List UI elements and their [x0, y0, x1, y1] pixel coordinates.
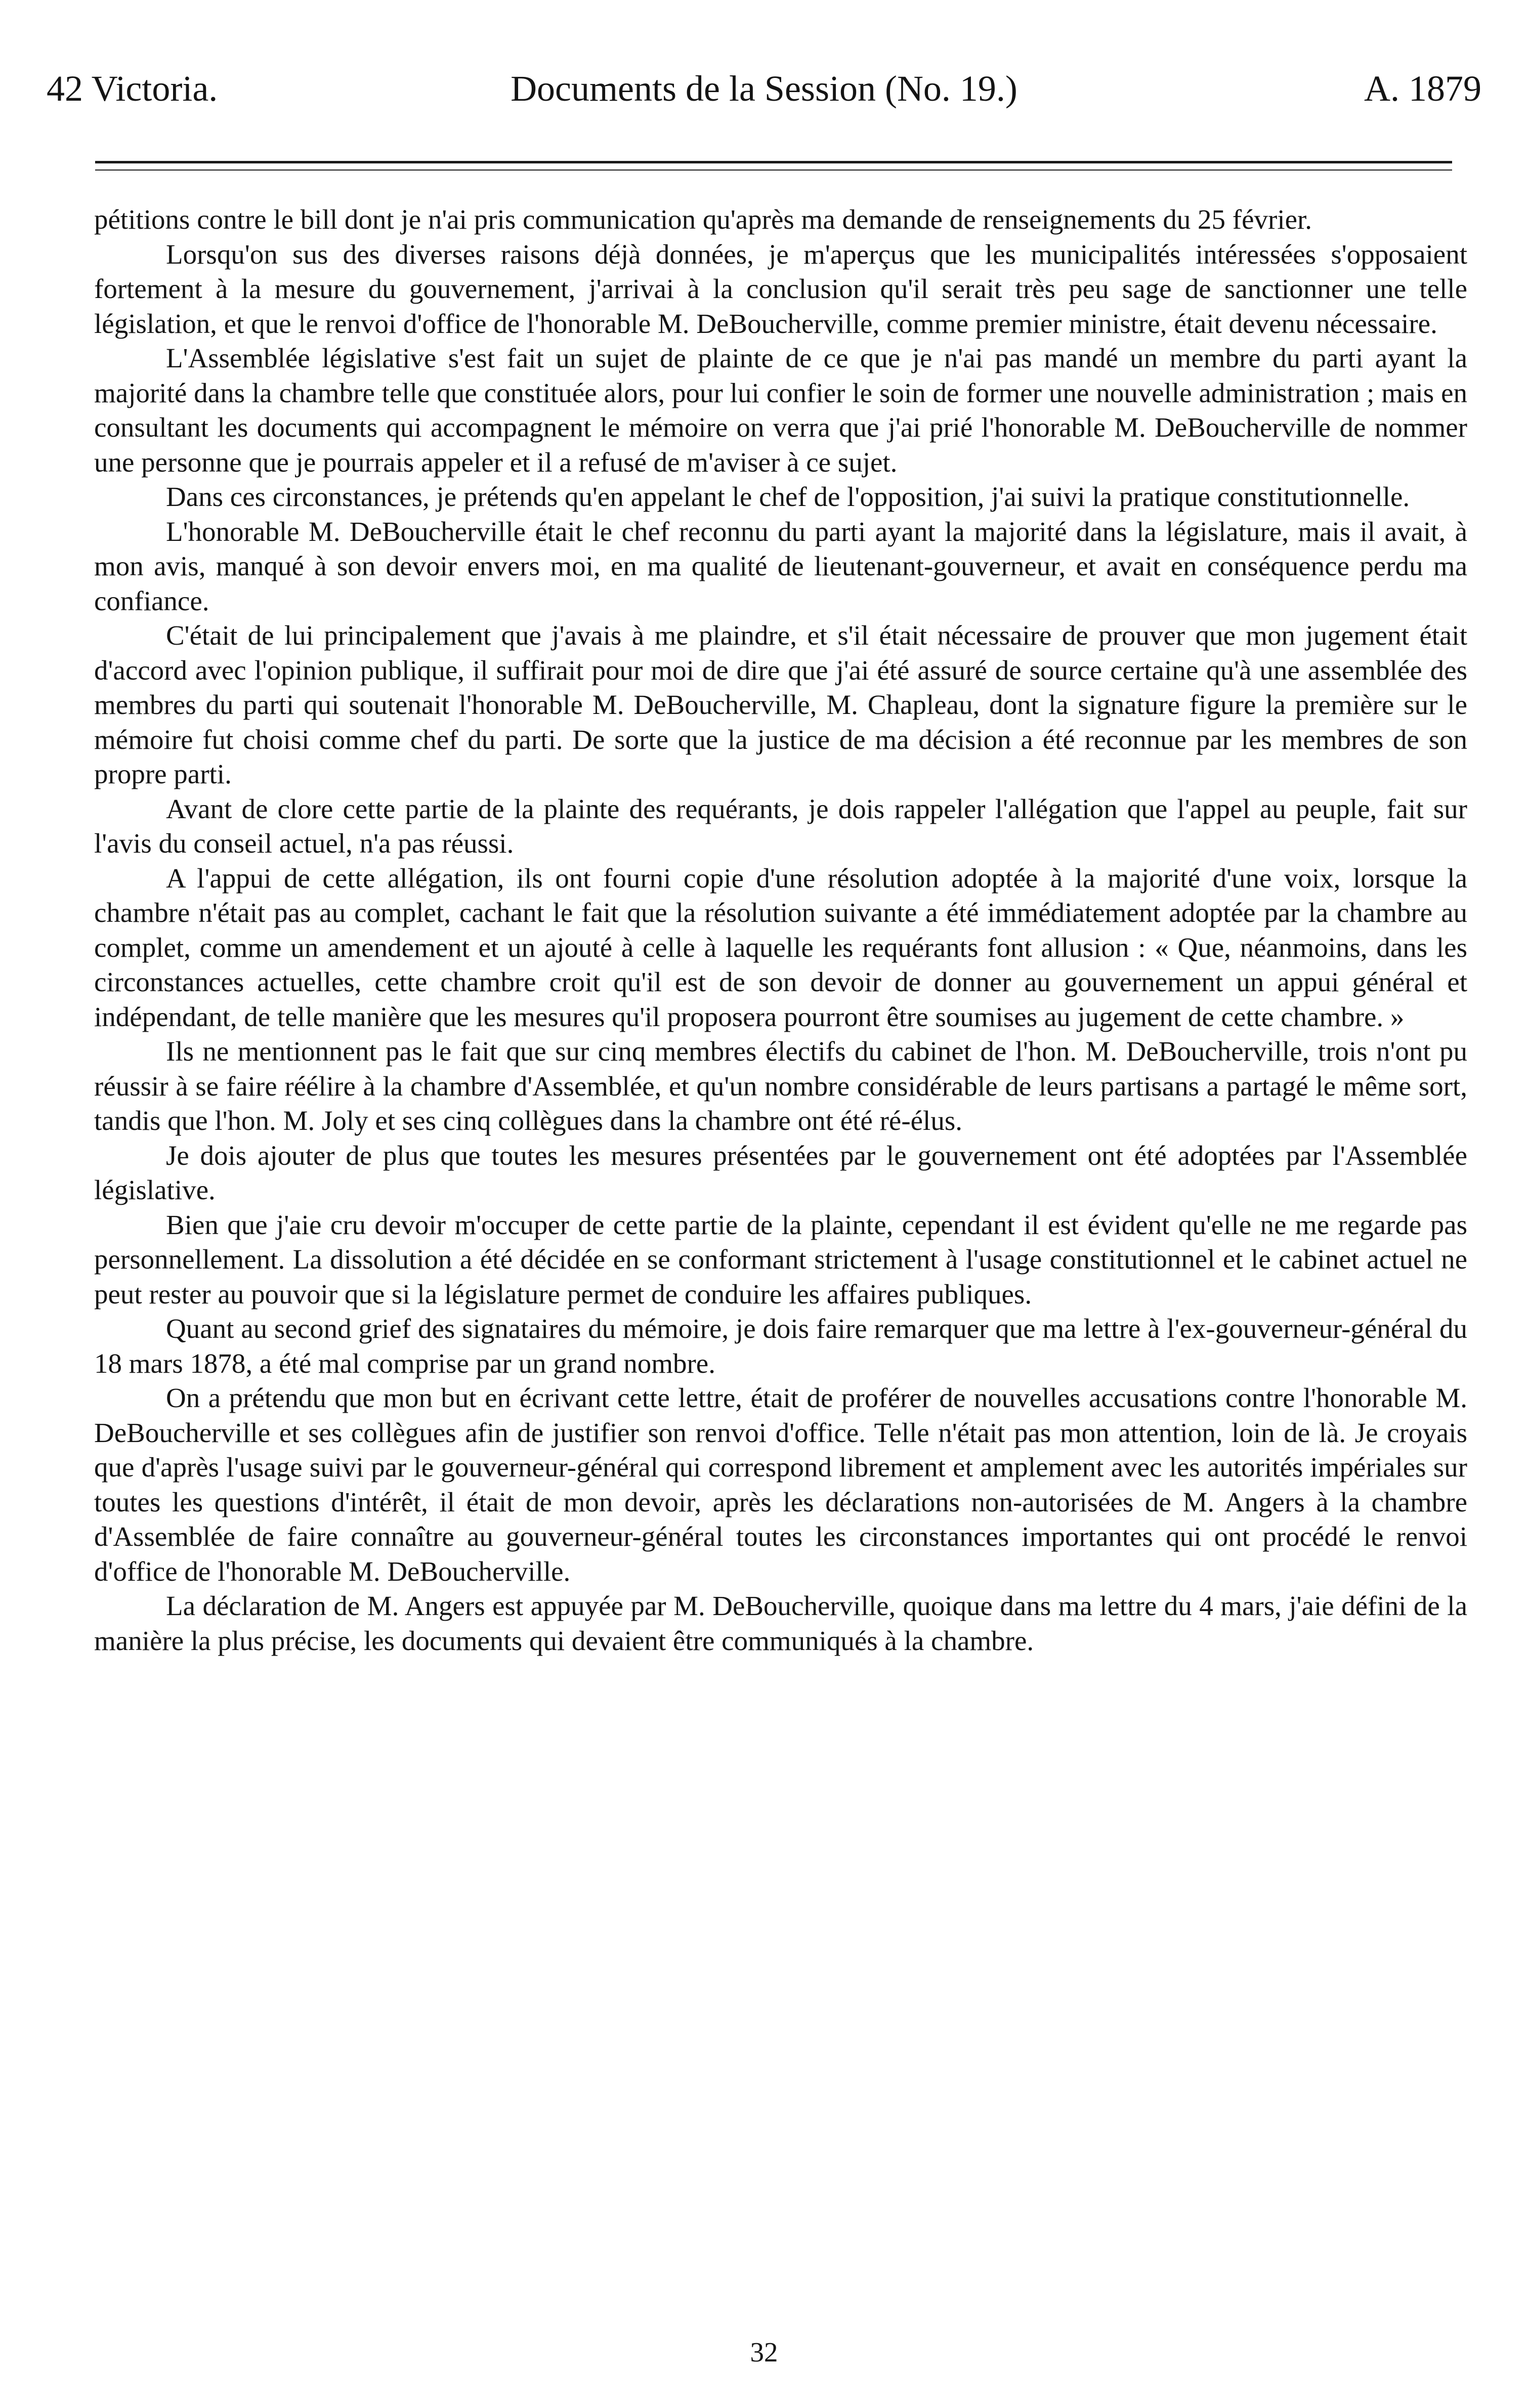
- header-rule-thin: [95, 170, 1452, 171]
- paragraph: Quant au second grief des signataires du mémoire, je dois faire remarquer que ma lettre à l'ex-gouverneur-général du 18 mars 1878, a été mal comprise par un grand nombre.: [94, 1313, 1467, 1379]
- page-number: 32: [750, 2337, 778, 2368]
- paragraph: A l'appui de cette allégation, ils ont fourni copie d'une résolution adoptée à la majorité d'une voix, lorsque la chambre n'était pas au complet, cachant le fait que la résolution suivante a été immédiatement adoptée par la chambre au complet, comme un amendement et un ajouté à celle à laquelle les requérants font allusion : « Que, néanmoins, dans les circonstances actuelles, cette chambre croit qu'il est de son devoir de donner au gouvernement un appui général et indépendant, de telle manière que les mesures qu'il proposera pourront être soumises au jugement de cette chambre. »: [94, 862, 1467, 1032]
- body-text: [94, 202, 1467, 1658]
- header-volume: 42 Victoria.: [47, 68, 218, 109]
- paragraph: Bien que j'aie cru devoir m'occuper de cette partie de la plainte, cependant il est évident qu'elle ne me regarde pas personnellement. La dissolution a été décidée en se conformant strictement à l'usage constitutionnel et le cabinet actuel ne peut rester au pouvoir que si la législature permet de conduire les affaires publiques.: [94, 1209, 1467, 1309]
- paragraph: C'était de lui principalement que j'avais à me plaindre, et s'il était nécessaire de prouver que mon jugement était d'accord avec l'opinion publique, il suffirait pour moi de dire que j'ai été assuré de source certaine qu'à une assemblée des membres du parti qui soutenait l'honorable M. DeBoucherville, M. Chapleau, dont la signature figure la première sur le mémoire fut choisi comme chef du parti. De sorte que la justice de ma décision a été reconnue par les membres de son propre parti.: [94, 620, 1467, 789]
- paragraph: pétitions contre le bill dont je n'ai pris communication qu'après ma demande de renseignements du 25 février.: [94, 204, 1312, 235]
- paragraph: Avant de clore cette partie de la plainte des requérants, je dois rappeler l'allégation que l'appel au peuple, fait sur l'avis du conseil actuel, n'a pas réussi.: [94, 793, 1467, 859]
- paragraph: Ils ne mentionnent pas le fait que sur cinq membres électifs du cabinet de l'hon. M. DeBoucherville, trois n'ont pu réussir à se faire réélire à la chambre d'Assemblée, et qu'un nombre considérable de leurs partisans a partagé le même sort, tandis que l'hon. M. Joly et ses cinq collègues dans la chambre ont été ré-élus.: [94, 1036, 1467, 1136]
- paragraph: L'Assemblée législative s'est fait un sujet de plainte de ce que je n'ai pas mandé un membre du parti ayant la majorité dans la chambre telle que constituée alors, pour lui confier le soin de former une nouvelle administration ; mais en consultant les documents qui accompagnent le mémoire on verra que j'ai prié l'honorable M. DeBoucherville de nommer une personne que je pourrais appeler et il a refusé de m'aviser à ce sujet.: [94, 343, 1467, 478]
- header-rule-thick: [95, 161, 1452, 163]
- paragraph: L'honorable M. DeBoucherville était le chef reconnu du parti ayant la majorité dans la législature, mais il avait, à mon avis, manqué à son devoir envers moi, en ma qualité de lieutenant-gouverneur, et avait en conséquence perdu ma confiance.: [94, 516, 1467, 616]
- running-header: [47, 66, 1481, 111]
- paragraph: Lorsqu'on sus des diverses raisons déjà données, je m'aperçus que les municipalités intéressées s'opposaient fortement à la mesure du gouvernement, j'arrivai à la conclusion qu'il serait très peu sage de sanctionner une telle législation, et que le renvoi d'office de l'honorable M. DeBoucherville, comme premier ministre, était devenu nécessaire.: [94, 238, 1467, 339]
- paragraph: Je dois ajouter de plus que toutes les mesures présentées par le gouvernement ont été adoptées par l'Assemblée législative.: [94, 1139, 1467, 1205]
- header-year: A. 1879: [1364, 68, 1481, 109]
- paragraph: Dans ces circonstances, je prétends qu'en appelant le chef de l'opposition, j'ai suivi la pratique constitutionnelle.: [166, 481, 1410, 512]
- header-title: Documents de la Session (No. 19.): [511, 68, 1017, 109]
- paragraph: On a prétendu que mon but en écrivant cette lettre, était de proférer de nouvelles accusations contre l'honorable M. DeBoucherville et ses collègues afin de justifier son renvoi d'office. Telle n'était pas mon attention, loin de là. Je croyais que d'après l'usage suivi par le gouverneur-général qui correspond librement et amplement avec les autorités impériales sur toutes les questions d'intérêt, il était de mon devoir, après les déclarations non-autorisées de M. Angers à la chambre d'Assemblée de faire connaître au gouverneur-général toutes les circonstances importantes qui ont procédé le renvoi d'office de l'honorable M. DeBoucherville.: [94, 1382, 1467, 1587]
- paragraph: La déclaration de M. Angers est appuyée par M. DeBoucherville, quoique dans ma lettre du 4 mars, j'aie défini de la manière la plus précise, les documents qui devaient être communiqués à la chambre.: [94, 1590, 1467, 1656]
